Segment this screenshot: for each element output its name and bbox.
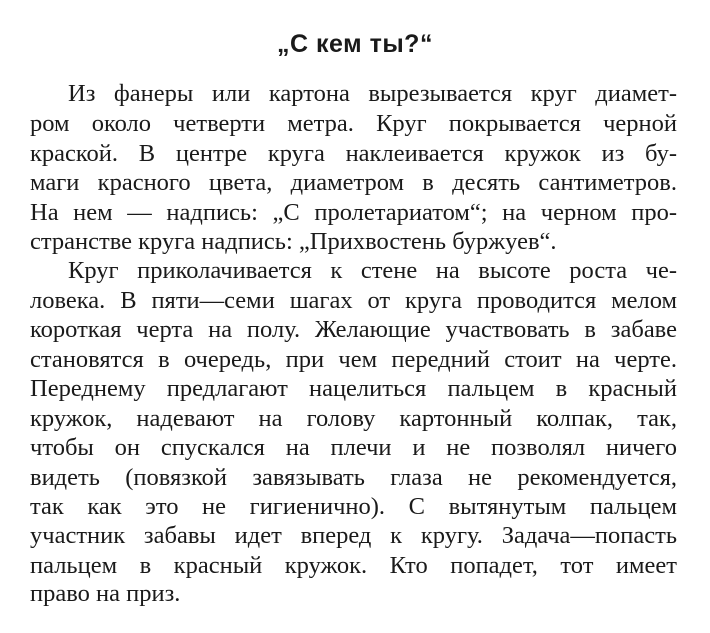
text-line: странстве круга надпись: „Прихвостень буржуев“. bbox=[30, 228, 557, 255]
text-line: чтобы он спускался на плечи и не позволял ничего bbox=[30, 434, 677, 461]
text-line: становятся в очередь, при чем передний стоит на черте. bbox=[30, 346, 677, 373]
text-line: право на приз. bbox=[30, 580, 181, 607]
text-line: Круг приколачивается к стене на высоте роста че- bbox=[68, 257, 677, 284]
text-line: краской. В центре круга наклеивается кружок из бу- bbox=[30, 140, 677, 167]
document-title: „С кем ты?“ bbox=[277, 30, 433, 58]
text-line: кружок, надевают на голову картонный колпак, так, bbox=[30, 405, 677, 432]
text-line: участник забавы идет вперед к кругу. Задача—попасть bbox=[30, 522, 677, 549]
text-line: так как это не гигиенично). С вытянутым пальцем bbox=[30, 493, 677, 520]
text-line: Переднему предлагают нацелиться пальцем в красный bbox=[30, 375, 677, 402]
text-line: пальцем в красный кружок. Кто попадет, тот имеет bbox=[30, 552, 677, 579]
text-line: маги красного цвета, диаметром в десять сантиметров. bbox=[30, 169, 677, 196]
text-line: ловека. В пяти—семи шагах от круга проводится мелом bbox=[30, 287, 677, 314]
text-line: ром около четверти метра. Круг покрывается черной bbox=[30, 110, 677, 137]
text-line: видеть (повязкой завязывать глаза не рекомендуется, bbox=[30, 464, 677, 491]
text-line: На нем — надпись: „С пролетариатом“; на черном про- bbox=[30, 199, 677, 226]
text-line: Из фанеры или картона вырезывается круг диамет- bbox=[68, 80, 677, 107]
text-line: короткая черта на полу. Желающие участвовать в забаве bbox=[30, 316, 677, 343]
